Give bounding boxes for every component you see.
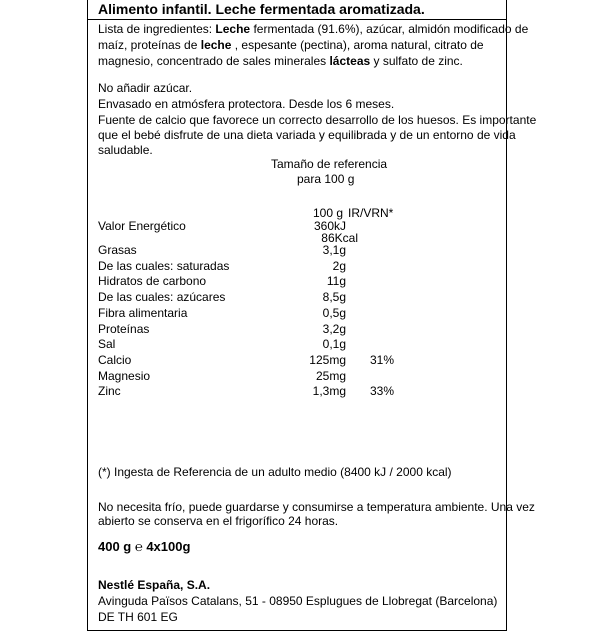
estimated-sign-icon: ℮ <box>134 539 143 554</box>
packaging-note: Envasado en atmósfera protectora. Desde los 6 meses. <box>98 97 395 111</box>
reference-size-value: para 100 g <box>297 172 355 186</box>
ingredients-line-2: maíz, proteínas de leche , espesante (pectina), aroma natural, citrato de <box>98 38 484 52</box>
energy-kcal: 86Kcal <box>321 231 358 245</box>
nutrient-value: 0,1g <box>322 337 346 351</box>
nutrient-label: De las cuales: azúcares <box>98 290 226 304</box>
storage-line-2: abierto se conserva en el frigorífico 24 horas. <box>98 514 339 528</box>
no-sugar-note: No añadir azúcar. <box>98 81 193 95</box>
ingredients-line-1: Lista de ingredientes: Leche fermentada (91.6%), azúcar, almidón modificado de <box>98 22 529 36</box>
energy-kj: 360kJ <box>313 219 346 233</box>
energy-label: Valor Energético <box>98 219 186 233</box>
footnote: (*) Ingesta de Referencia de un adulto medio (8400 kJ / 2000 kcal) <box>98 465 452 479</box>
nutrient-label: Proteínas <box>98 322 150 336</box>
storage-line-1: No necesita frío, puede guardarse y consumirse a temperatura ambiente. Una vez <box>98 500 535 514</box>
calcium-claim-line-1: Fuente de calcio que favorece un correcto desarrollo de los huesos. Es importante <box>98 113 537 127</box>
column-header-100g: 100 g <box>313 206 344 220</box>
nutrient-label: Magnesio <box>98 369 151 383</box>
company-address: Avinguda Països Catalans, 51 - 08950 Esplugues de Llobregat (Barcelona) <box>98 594 498 608</box>
title-divider <box>87 19 507 20</box>
company-code: DE TH 601 EG <box>98 610 178 624</box>
nutrient-ir-percent: 31% <box>370 353 395 367</box>
nutrient-value: 8,5g <box>322 290 346 304</box>
nutrient-label: Calcio <box>98 353 132 367</box>
company-name: Nestlé España, S.A. <box>98 578 211 592</box>
nutrient-ir-percent: 33% <box>370 384 395 398</box>
nutrient-label: De las cuales: saturadas <box>98 259 230 273</box>
nutrient-label: Hidratos de carbono <box>98 274 207 288</box>
ingredients-line-3: magnesio, concentrado de sales minerales lácteas y sulfato de zinc. <box>98 54 463 68</box>
nutrient-label: Sal <box>98 337 116 351</box>
nutrient-value: 3,2g <box>322 322 346 336</box>
product-title: Alimento infantil. Leche fermentada aromatizada. <box>98 1 425 17</box>
nutrient-value: 11g <box>326 274 346 288</box>
reference-size-label: Tamaño de referencia <box>271 157 388 171</box>
nutrient-value: 2g <box>332 259 346 273</box>
nutrient-label: Grasas <box>98 243 137 257</box>
net-weight: 400 g ℮ 4x100g <box>98 539 191 554</box>
calcium-claim-line-2: que el bebé disfrute de una dieta variada y equilibrada y de un entorno de vida <box>98 128 516 142</box>
nutrient-value: 3,1g <box>322 243 346 257</box>
nutrient-value: 25mg <box>315 369 346 383</box>
calcium-claim-line-3: saludable. <box>98 143 153 157</box>
nutrient-value: 1,3mg <box>312 384 346 398</box>
nutrient-label: Fibra alimentaria <box>98 306 188 320</box>
nutrient-value: 125mg <box>309 353 346 367</box>
nutrient-value: 0,5g <box>322 306 346 320</box>
nutrient-label: Zinc <box>98 384 121 398</box>
column-header-ir: IR/VRN* <box>348 206 394 220</box>
